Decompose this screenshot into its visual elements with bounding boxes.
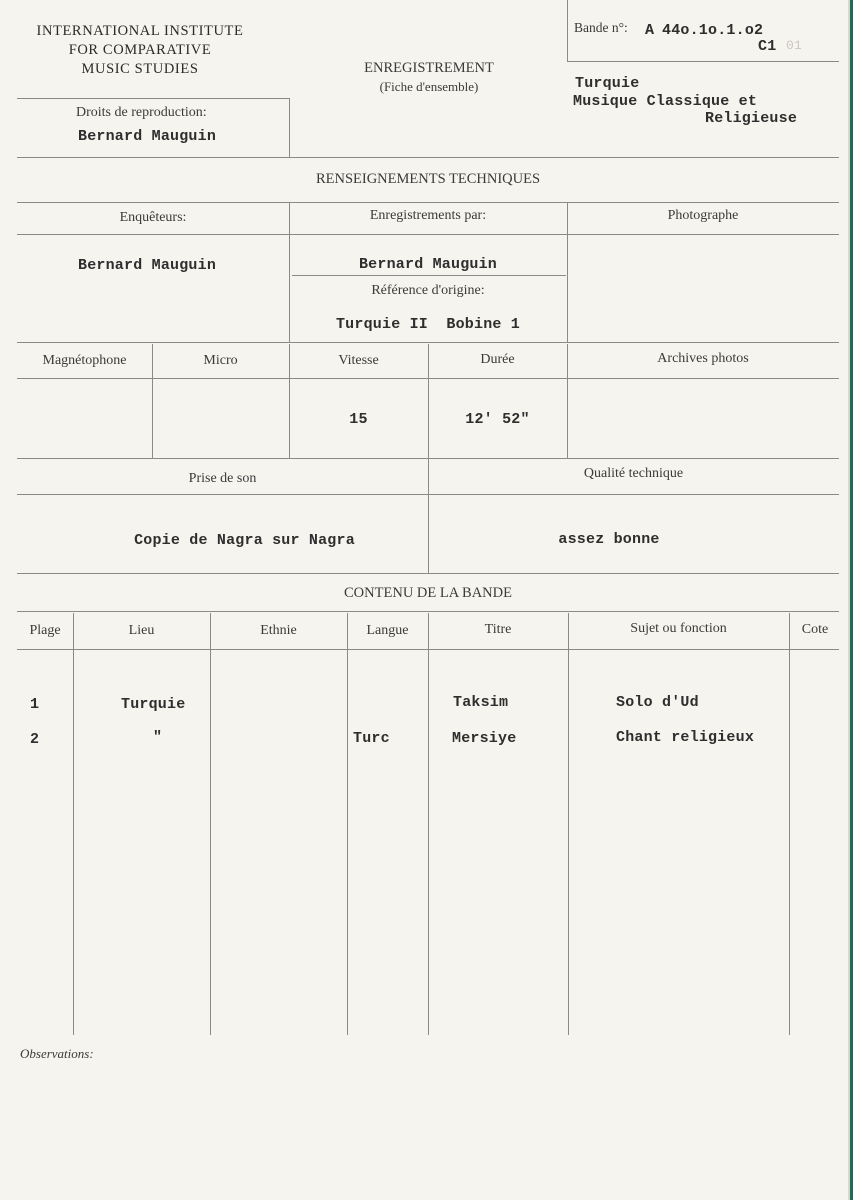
bande-code: C1	[758, 38, 777, 55]
vitesse-label: Vitesse	[338, 353, 379, 368]
enregistrements-label: Enregistrements par:	[369, 208, 487, 223]
header-ethnie: Ethnie	[260, 623, 297, 638]
prise-label: Prise de son	[188, 471, 257, 486]
row-1-plage: 1	[30, 696, 40, 713]
header-plage: Plage	[29, 623, 61, 638]
form-subtitle: (Fiche d'ensemble)	[379, 79, 479, 94]
row-2-sujet: Chant religieux	[616, 729, 755, 746]
observations-label: Observations:	[20, 1046, 94, 1061]
technical-section-title: RENSEIGNEMENTS TECHNIQUES	[315, 171, 541, 187]
photographe-label: Photographe	[667, 208, 739, 223]
qualite-value: assez bonne	[558, 531, 660, 548]
vitesse-value: 15	[349, 411, 368, 428]
duree-label: Durée	[480, 352, 515, 367]
enqueteurs-value: Bernard Mauguin	[78, 257, 217, 274]
institute-name	[14, 22, 266, 79]
reference-value: Turquie II Bobine 1	[335, 316, 521, 333]
header-titre: Titre	[484, 622, 512, 637]
header-lieu: Lieu	[128, 623, 155, 638]
header-sujet: Sujet ou fonction	[630, 621, 727, 636]
rights-label: Droits de reproduction:	[76, 105, 207, 120]
institute-line-1: INTERNATIONAL INSTITUTE	[36, 23, 244, 39]
header-langue: Langue	[366, 623, 409, 638]
subject-line-1: Turquie	[575, 75, 640, 92]
rights-value: Bernard Mauguin	[78, 128, 217, 145]
enregistrements-value: Bernard Mauguin	[358, 256, 498, 273]
bande-number: 44o.1o.1.o2	[662, 22, 764, 39]
contents-section-title: CONTENU DE LA BANDE	[344, 585, 512, 601]
row-1-titre: Taksim	[453, 694, 509, 711]
row-2-lieu: "	[153, 729, 163, 746]
prise-value: Copie de Nagra sur Nagra	[134, 532, 355, 549]
faint-mark: 01	[786, 38, 803, 53]
subject-line-3: Religieuse	[705, 110, 798, 127]
subject-line-2: Musique Classique et	[573, 93, 758, 110]
bande-label: Bande n°:	[574, 20, 628, 35]
archives-label: Archives photos	[657, 351, 749, 366]
row-2-titre: Mersiye	[452, 730, 517, 747]
duree-value: 12' 52"	[465, 411, 530, 428]
magnetophone-label: Magnétophone	[42, 353, 127, 368]
row-1-sujet: Solo d'Ud	[616, 694, 699, 711]
row-1-lieu: Turquie	[121, 696, 186, 713]
micro-label: Micro	[203, 353, 238, 368]
row-2-langue: Turc	[353, 730, 390, 747]
header-cote: Cote	[801, 622, 829, 637]
enqueteurs-label: Enquêteurs:	[119, 210, 187, 225]
form-title: ENREGISTREMENT	[364, 60, 494, 76]
reference-label: Référence d'origine:	[371, 283, 485, 298]
qualite-label: Qualité technique	[583, 466, 684, 481]
row-2-plage: 2	[30, 731, 40, 748]
bande-prefix: A	[645, 22, 655, 39]
institute-line-2: FOR COMPARATIVE	[68, 42, 212, 58]
institute-line-3: MUSIC STUDIES	[81, 61, 199, 77]
